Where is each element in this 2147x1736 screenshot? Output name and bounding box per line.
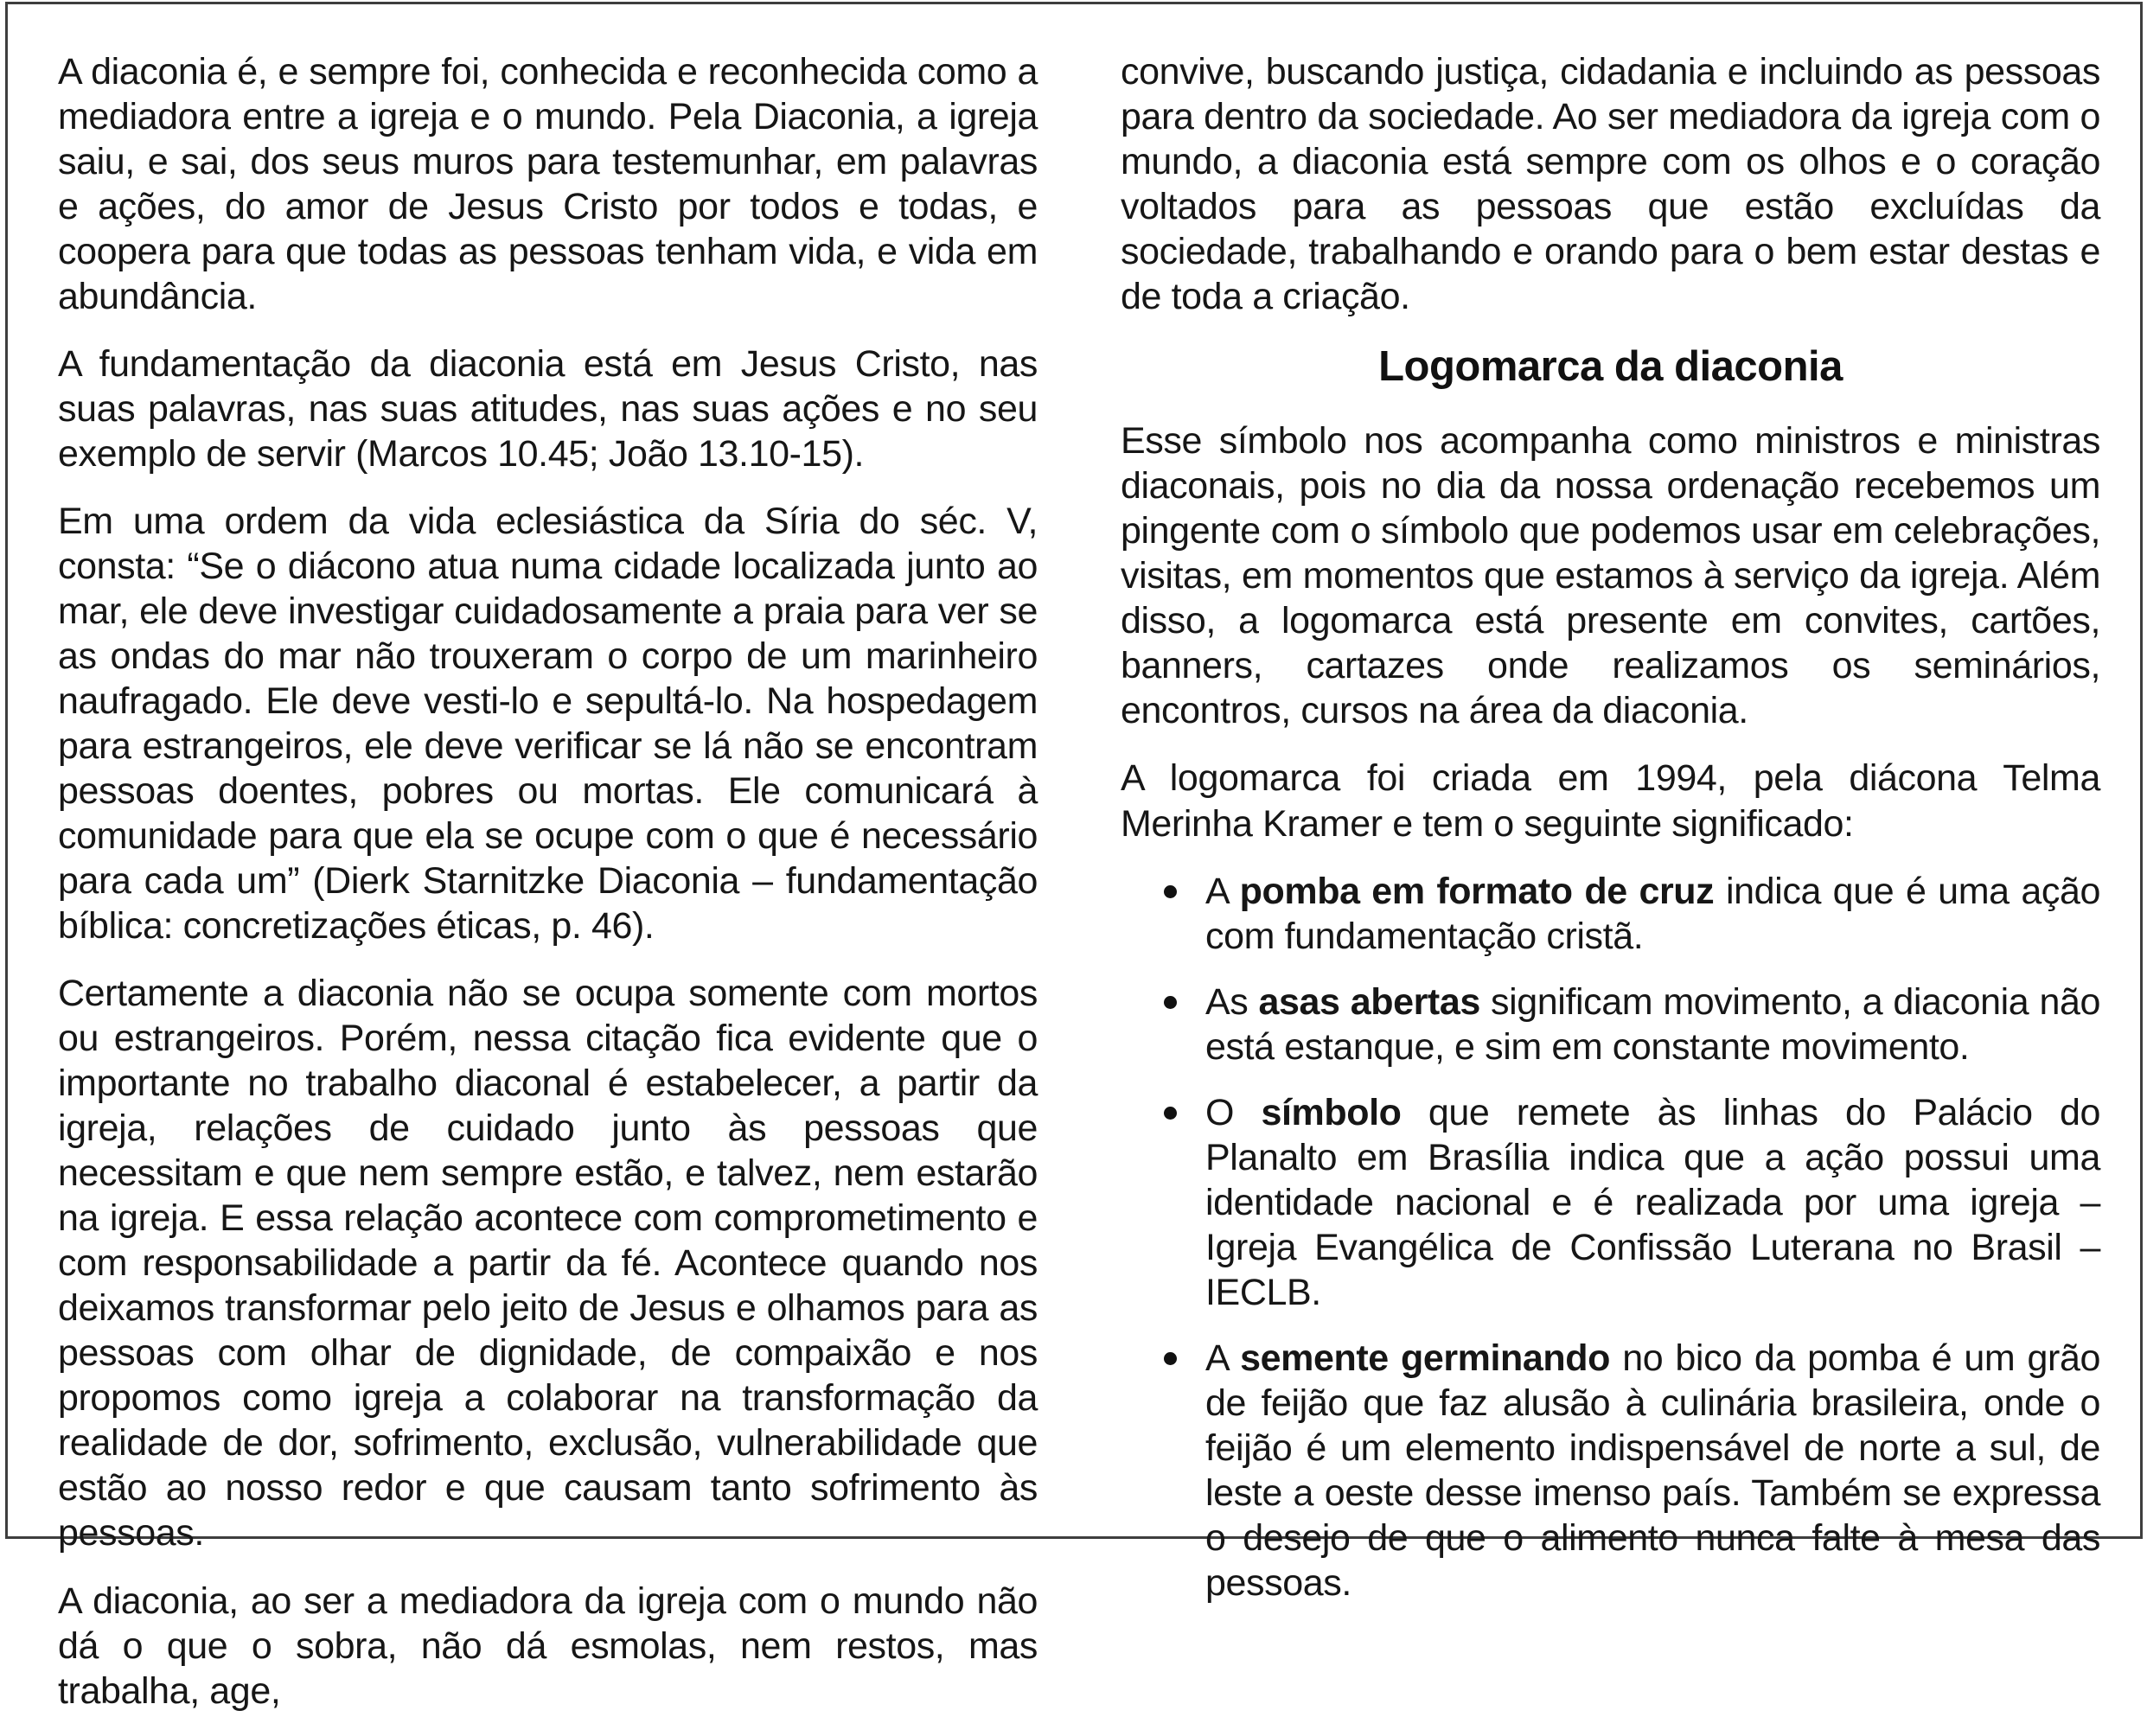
list-item-text: A pomba em formato de cruz indica que é uma ação com fundamentação cristã. — [1205, 870, 2100, 957]
list-item-text: A semente germinando no bico da pomba é um grão de feijão que faz alusão à culinária brasileira, onde o feijão é um elemento indispensável de norte a sul, de leste a oeste desse imenso país. Também se expressa o desejo de que o alimento nunca falte à mesa das pessoas. — [1205, 1337, 2100, 1604]
paragraph: A diaconia é, e sempre foi, conhecida e reconhecida como a mediadora entre a igreja e o mundo. Pela Diaconia, a igreja saiu, e sai, dos seus muros para testemunhar, em palavras e ações, do amor de Jesus Cristo por todos e todas, e coopera para que todas as pessoas tenham vida, e vida em abundância. — [58, 51, 1038, 318]
list-item-text: O símbolo que remete às linhas do Palácio do Planalto em Brasília indica que a ação possui uma identidade nacional e é realizada por uma igreja – Igreja Evangélica de Confissão Luterana no Brasil – IECLB. — [1205, 1091, 2101, 1313]
list-item — [1121, 980, 2100, 1069]
bullet-dot-icon — [1164, 1352, 1177, 1365]
bullet-dot-icon — [1164, 996, 1177, 1009]
bullet-dot-icon — [1164, 1107, 1177, 1120]
paragraph-continuation: convive, buscando justiça, cidadania e incluindo as pessoas para dentro da sociedade. Ao ser mediadora da igreja com o mundo, a diaconia está sempre com os olhos e o coração voltados para as pessoas que estão excluídas da sociedade, trabalhando e orando para o bem estar destas e de toda a criação. — [1121, 51, 2100, 318]
section-heading: Logomarca da diaconia — [1378, 343, 1843, 391]
right-column — [1121, 49, 2100, 1736]
paragraph: Em uma ordem da vida eclesiástica da Síria do séc. V, consta: “Se o diácono atua numa cidade localizada junto ao mar, ele deve investigar cuidadosamente a praia para ver se as ondas do mar não trouxeram o corpo de um marinheiro naufragado. Ele deve vesti-lo e sepultá-lo. Na hospedagem para estrangeiros, ele deve verificar se lá não se encontram pessoas doentes, pobres ou mortas. Ele comunicará à comunidade para que ela se ocupe com o que é necessário para cada um” (Dierk Starnitzke Diaconia – fundamentação bíblica: concretizações éticas, p. 46). — [58, 501, 1038, 948]
left-column — [58, 49, 1038, 1736]
logo-meaning-list — [1121, 869, 2100, 1605]
list-item — [1121, 1336, 2100, 1605]
list-item — [1121, 1090, 2100, 1315]
document-page — [5, 2, 2143, 1712]
list-item-text: As asas abertas significam movimento, a diaconia não está estanque, e sim em constante movimento. — [1205, 980, 2100, 1068]
paragraph: A logomarca foi criada em 1994, pela diácona Telma Merinha Kramer e tem o seguinte significado: — [1121, 757, 2100, 845]
list-item — [1121, 869, 2100, 959]
paragraph: Esse símbolo nos acompanha como ministros e ministras diaconais, pois no dia da nossa ordenação recebemos um pingente com o símbolo que podemos usar em celebrações, visitas, em momentos que estamos à serviço da igreja. Além disso, a logomarca está presente em convites, cartões, banners, cartazes onde realizamos os seminários, encontros, cursos na área da diaconia. — [1121, 420, 2100, 732]
paragraph: A fundamentação da diaconia está em Jesus Cristo, nas suas palavras, nas suas atitudes, nas suas ações e no seu exemplo de servir (Marcos 10.45; João 13.10-15). — [58, 343, 1038, 475]
bullet-dot-icon — [1164, 885, 1177, 898]
paragraph: Certamente a diaconia não se ocupa somente com mortos ou estrangeiros. Porém, nessa citação fica evidente que o importante no trabalho diaconal é estabelecer, a partir da igreja, relações de cuidado junto às pessoas que necessitam e que nem sempre estão, e talvez, nem estarão na igreja. E essa relação acontece com comprometimento e com responsabilidade a partir da fé. Acontece quando nos deixamos transformar pelo jeito de Jesus e olhamos para as pessoas com olhar de dignidade, de compaixão e nos propomos como igreja a colaborar na transformação da realidade de dor, sofrimento, exclusão, vulnerabilidade que estão ao nosso redor e que causam tanto sofrimento às pessoas. — [58, 973, 1038, 1554]
paragraph: A diaconia, ao ser a mediadora da igreja com o mundo não dá o que o sobra, não dá esmolas, nem restos, mas trabalha, age, — [58, 1580, 1038, 1712]
page-content — [8, 4, 2140, 1736]
